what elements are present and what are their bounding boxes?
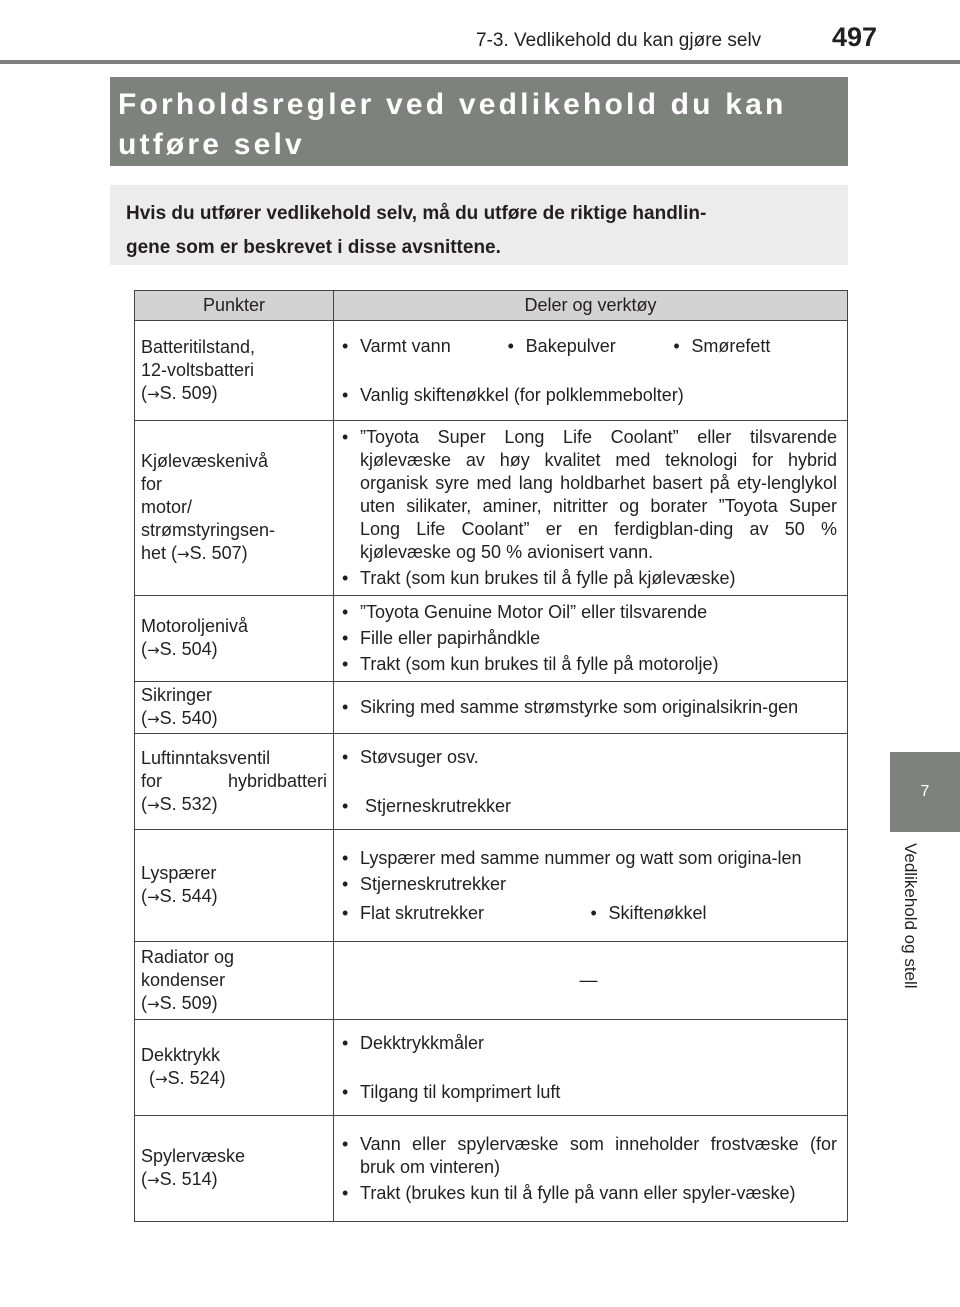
list-item: • Bakepulver — [506, 335, 672, 358]
item-cell: Batteritilstand, 12-voltsbatteri (→S. 509) — [135, 321, 334, 421]
item-cell: Kjølevæskenivå for motor/ strømstyringsen- het (→S. 507) — [135, 421, 334, 596]
intro-line-1: Hvis du utfører vedlikehold selv, må du utføre de riktige handlin- — [126, 203, 707, 224]
intro-box — [110, 185, 848, 265]
table-row — [135, 682, 848, 734]
list-item: • Dekktrykkmåler — [340, 1032, 837, 1055]
table-row — [135, 830, 848, 942]
page-reference[interactable]: (→S. 524) — [149, 1068, 226, 1088]
list-item: • Flat skrutrekker — [340, 902, 589, 925]
arrow-icon: → — [147, 795, 160, 814]
column-header: Deler og verktøy — [334, 291, 848, 321]
list-item: • ”Toyota Genuine Motor Oil” eller tilsvarende — [340, 601, 837, 624]
list-item: • Vann eller spylervæske som inneholder frostvæske (for bruk om vinteren) — [340, 1133, 837, 1179]
empty-dash: — — [579, 970, 598, 990]
arrow-icon: → — [147, 710, 160, 728]
list-item: • Trakt (brukes kun til å fylle på vann eller spyler-væske) — [340, 1182, 837, 1205]
parts-cell — [334, 1020, 848, 1116]
list-item: • Sikring med samme strømstyrke som originalsikrin-gen — [340, 696, 837, 719]
chapter-label: Vedlikehold og stell — [901, 843, 920, 989]
header-rule — [0, 60, 960, 64]
title-line-2: utføre selv — [118, 128, 305, 161]
item-cell: Spylervæske (→S. 514) — [135, 1116, 334, 1222]
table-row — [135, 1116, 848, 1222]
item-cell: Motoroljenivå (→S. 504) — [135, 596, 334, 682]
table-header-row — [135, 291, 848, 321]
page-reference[interactable]: (→S. 509) — [141, 382, 218, 403]
parts-cell — [334, 596, 848, 682]
item-cell: Lyspærer (→S. 544) — [135, 830, 334, 942]
page-reference[interactable]: (→S. 509) — [141, 992, 218, 1013]
arrow-icon: → — [177, 545, 190, 563]
arrow-icon: → — [147, 641, 160, 659]
parts-cell — [334, 421, 848, 596]
parts-cell — [334, 734, 848, 830]
list-item: • Skiftenøkkel — [589, 902, 838, 925]
title-line-1: Forholdsregler ved vedlikehold du kan — [118, 88, 787, 121]
parts-cell — [334, 682, 848, 734]
table-row — [135, 734, 848, 830]
arrow-icon: → — [147, 994, 160, 1013]
item-cell: Luftinntaksventil for hybridbatteri (→S. 532) — [135, 734, 334, 830]
list-item: • Fille eller papirhåndkle — [340, 627, 837, 650]
list-item: • Varmt vann — [340, 335, 506, 358]
parts-table — [134, 290, 848, 1222]
intro-line-2: gene som er beskrevet i disse avsnittene. — [126, 237, 501, 258]
item-cell: Dekktrykk (→S. 524) — [135, 1020, 334, 1116]
item-cell: Radiator og kondenser (→S. 509) — [135, 942, 334, 1020]
parts-cell — [334, 1116, 848, 1222]
table-row — [135, 321, 848, 421]
item-cell: Sikringer (→S. 540) — [135, 682, 334, 734]
list-item: • ”Toyota Super Long Life Coolant” eller tilsvarende kjølevæske av høy kvalitet med teknologi for hybrid organisk syre med lang holdbarhet basert på ety-lenglykol uten silikater, aminer, nitritter og borater ”Toyota Super Long Life Coolant” er en ferdigblan-ding av 50 % kjølevæske og 50 % avionisert vann. — [340, 426, 837, 564]
table-row — [135, 596, 848, 682]
page-number: 497 — [832, 22, 878, 52]
list-item: • Stjerneskrutrekker — [340, 795, 837, 818]
arrow-icon: → — [147, 384, 160, 403]
list-item: • Støvsuger osv. — [340, 746, 837, 769]
arrow-icon: → — [147, 1171, 160, 1189]
parts-cell — [334, 321, 848, 421]
page-reference[interactable]: (→S. 532) — [141, 793, 218, 814]
page-title — [110, 77, 848, 166]
list-item: • Smørefett — [671, 335, 837, 358]
column-header: Punkter — [135, 291, 334, 321]
table-row — [135, 1020, 848, 1116]
section-title: 7-3. Vedlikehold du kan gjøre selv — [476, 30, 762, 51]
list-item: • Stjerneskrutrekker — [340, 873, 837, 896]
chapter-tab[interactable]: 7 — [890, 752, 960, 832]
list-item: • Trakt (som kun brukes til å fylle på kjølevæske) — [340, 567, 837, 590]
page-reference[interactable]: (→S. 504) — [141, 639, 218, 659]
page-reference[interactable]: (→S. 540) — [141, 708, 218, 728]
list-item: • Tilgang til komprimert luft — [340, 1081, 837, 1104]
page-reference[interactable]: het (→S. 507) — [141, 543, 248, 563]
page-reference[interactable]: (→S. 544) — [141, 886, 218, 906]
page-reference[interactable]: (→S. 514) — [141, 1169, 218, 1189]
parts-cell — [334, 830, 848, 942]
list-item: • Trakt (som kun brukes til å fylle på motorolje) — [340, 653, 837, 676]
table-row — [135, 942, 848, 1020]
arrow-icon: → — [147, 888, 160, 906]
list-item: • Lyspærer med samme nummer og watt som origina-len — [340, 847, 837, 870]
arrow-icon: → — [155, 1070, 168, 1088]
table-row — [135, 421, 848, 596]
list-item: • Vanlig skiftenøkkel (for polklemmebolter) — [340, 384, 837, 407]
parts-cell — [334, 942, 848, 1020]
